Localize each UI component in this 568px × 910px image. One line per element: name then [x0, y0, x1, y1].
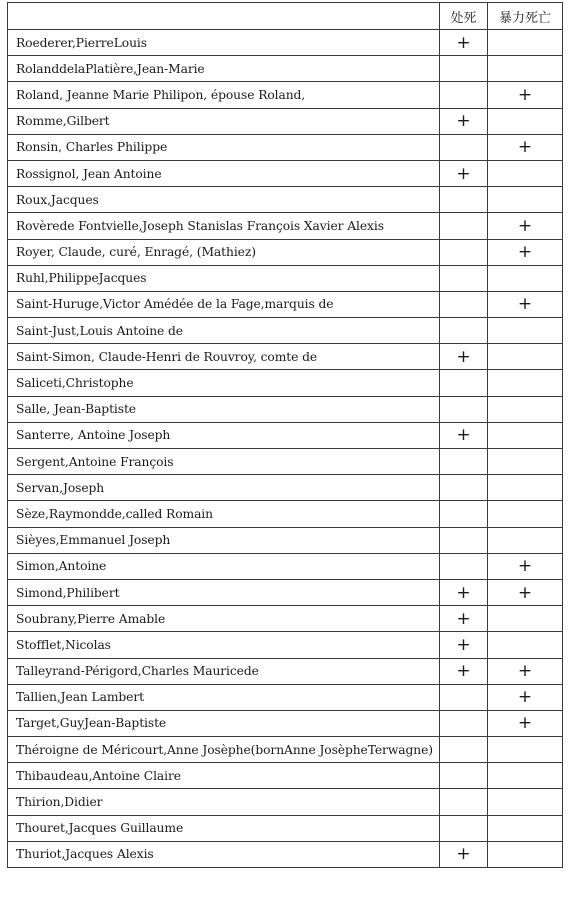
violent-death-mark: + [488, 213, 563, 239]
person-name: Thouret,Jacques Guillaume [8, 815, 440, 841]
table-row [8, 658, 563, 684]
violent-death-mark: + [488, 658, 563, 684]
violent-death-mark [488, 422, 563, 448]
person-name: Simond,Philibert [8, 579, 440, 605]
violent-death-mark [488, 370, 563, 396]
violent-death-mark [488, 187, 563, 213]
person-name: Simon,Antoine [8, 553, 440, 579]
executed-mark [440, 134, 488, 160]
person-name: Thuriot,Jacques Alexis [8, 841, 440, 867]
executed-mark: + [440, 632, 488, 658]
person-name: Romme,Gilbert [8, 108, 440, 134]
executed-mark [440, 815, 488, 841]
table-row [8, 265, 563, 291]
table-row [8, 318, 563, 344]
person-name: Théroigne de Méricourt,Anne Josèphe(bornAnne JosèpheTerwagne) [8, 737, 440, 763]
executed-mark [440, 684, 488, 710]
table-row [8, 344, 563, 370]
table-row [8, 396, 563, 422]
table-row [8, 370, 563, 396]
violent-death-mark [488, 396, 563, 422]
table-row [8, 449, 563, 475]
table-row [8, 475, 563, 501]
violent-death-mark [488, 841, 563, 867]
violent-death-mark [488, 475, 563, 501]
persons-table [7, 2, 563, 868]
executed-mark [440, 370, 488, 396]
person-name: Thibaudeau,Antoine Claire [8, 763, 440, 789]
violent-death-mark [488, 265, 563, 291]
violent-death-mark [488, 344, 563, 370]
executed-mark [440, 318, 488, 344]
violent-death-mark [488, 56, 563, 82]
person-name: Saint-Huruge,Victor Amédée de la Fage,marquis de [8, 291, 440, 317]
header-violent-death: 暴力死亡 [488, 3, 563, 30]
person-name: Stofflet,Nicolas [8, 632, 440, 658]
executed-mark [440, 82, 488, 108]
table-row [8, 815, 563, 841]
table-row [8, 108, 563, 134]
table-row [8, 553, 563, 579]
executed-mark: + [440, 579, 488, 605]
person-name: Saint-Simon, Claude-Henri de Rouvroy, comte de [8, 344, 440, 370]
table-row [8, 82, 563, 108]
table-row [8, 684, 563, 710]
table-row [8, 606, 563, 632]
violent-death-mark [488, 30, 563, 56]
executed-mark [440, 710, 488, 736]
violent-death-mark: + [488, 291, 563, 317]
person-name: Salle, Jean-Baptiste [8, 396, 440, 422]
executed-mark: + [440, 422, 488, 448]
person-name: Rossignol, Jean Antoine [8, 160, 440, 186]
violent-death-mark [488, 527, 563, 553]
violent-death-mark [488, 815, 563, 841]
table-row [8, 187, 563, 213]
person-name: Thirion,Didier [8, 789, 440, 815]
table-row [8, 239, 563, 265]
table-row [8, 134, 563, 160]
executed-mark: + [440, 30, 488, 56]
table-row [8, 710, 563, 736]
violent-death-mark [488, 737, 563, 763]
person-name: Roland, Jeanne Marie Philipon, épouse Roland, [8, 82, 440, 108]
table-row [8, 579, 563, 605]
person-name: Servan,Joseph [8, 475, 440, 501]
violent-death-mark: + [488, 134, 563, 160]
table-row [8, 422, 563, 448]
table-row [8, 501, 563, 527]
table-row [8, 632, 563, 658]
person-name: Tallien,Jean Lambert [8, 684, 440, 710]
executed-mark [440, 265, 488, 291]
person-name: Roederer,PierreLouis [8, 30, 440, 56]
violent-death-mark [488, 501, 563, 527]
violent-death-mark [488, 606, 563, 632]
table-row [8, 213, 563, 239]
person-name: Santerre, Antoine Joseph [8, 422, 440, 448]
executed-mark [440, 737, 488, 763]
executed-mark [440, 475, 488, 501]
person-name: Saint-Just,Louis Antoine de [8, 318, 440, 344]
executed-mark [440, 527, 488, 553]
executed-mark [440, 553, 488, 579]
violent-death-mark: + [488, 239, 563, 265]
table-body [8, 30, 563, 868]
executed-mark [440, 449, 488, 475]
violent-death-mark [488, 318, 563, 344]
executed-mark: + [440, 658, 488, 684]
table-row [8, 160, 563, 186]
executed-mark [440, 187, 488, 213]
executed-mark: + [440, 108, 488, 134]
person-name: Ronsin, Charles Philippe [8, 134, 440, 160]
table-row [8, 56, 563, 82]
executed-mark: + [440, 841, 488, 867]
person-name: Sergent,Antoine François [8, 449, 440, 475]
person-name: RolanddelaPlatière,Jean-Marie [8, 56, 440, 82]
executed-mark [440, 291, 488, 317]
person-name: Roux,Jacques [8, 187, 440, 213]
executed-mark [440, 763, 488, 789]
table-row [8, 30, 563, 56]
person-name: Target,GuyJean-Baptiste [8, 710, 440, 736]
executed-mark: + [440, 160, 488, 186]
person-name: Sèze,Raymondde,called Romain [8, 501, 440, 527]
table-row [8, 763, 563, 789]
violent-death-mark [488, 632, 563, 658]
executed-mark [440, 396, 488, 422]
executed-mark [440, 56, 488, 82]
violent-death-mark: + [488, 710, 563, 736]
table-row [8, 737, 563, 763]
table-row [8, 789, 563, 815]
violent-death-mark [488, 449, 563, 475]
executed-mark [440, 789, 488, 815]
header-name-cell [8, 3, 440, 30]
violent-death-mark: + [488, 553, 563, 579]
person-name: Talleyrand-Périgord,Charles Mauricede [8, 658, 440, 684]
person-name: Saliceti,Christophe [8, 370, 440, 396]
person-name: Ruhl,PhilippeJacques [8, 265, 440, 291]
executed-mark [440, 239, 488, 265]
violent-death-mark: + [488, 684, 563, 710]
violent-death-mark [488, 763, 563, 789]
executed-mark [440, 213, 488, 239]
person-name: Rovèrede Fontvielle,Joseph Stanislas François Xavier Alexis [8, 213, 440, 239]
person-name: Soubrany,Pierre Amable [8, 606, 440, 632]
violent-death-mark [488, 108, 563, 134]
executed-mark: + [440, 606, 488, 632]
header-executed: 处死 [440, 3, 488, 30]
person-name: Royer, Claude, curé, Enragé, (Mathiez) [8, 239, 440, 265]
table-row [8, 841, 563, 867]
person-name: Sièyes,Emmanuel Joseph [8, 527, 440, 553]
violent-death-mark [488, 160, 563, 186]
violent-death-mark: + [488, 579, 563, 605]
table-row [8, 527, 563, 553]
executed-mark: + [440, 344, 488, 370]
table-header-row [8, 3, 563, 30]
table-row [8, 291, 563, 317]
violent-death-mark: + [488, 82, 563, 108]
violent-death-mark [488, 789, 563, 815]
executed-mark [440, 501, 488, 527]
